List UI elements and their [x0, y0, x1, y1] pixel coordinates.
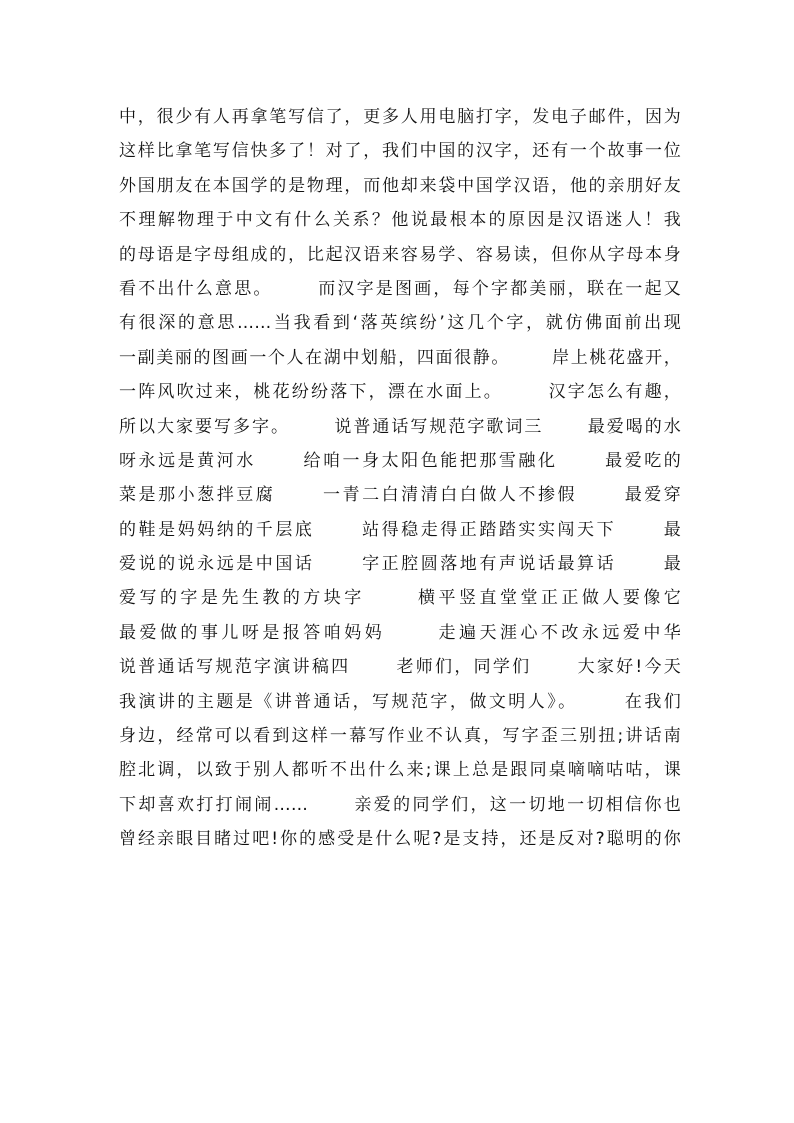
- text-line: 爱写的字是先生教的方块字 横平竖直堂堂正正做人要像它: [119, 588, 681, 609]
- text-line: 所以大家要写多字。 说普通话写规范字歌词三 最爱喝的水: [119, 416, 681, 437]
- text-line: 看不出什么意思。 而汉字是图画，每个字都美丽，联在一起又: [119, 278, 681, 299]
- text-line: 我演讲的主题是《讲普通话，写规范字，做文明人》。 在我们: [119, 691, 681, 712]
- text-line: 的鞋是妈妈纳的千层底 站得稳走得正踏踏实实闯天下 最: [119, 519, 681, 540]
- body-text: [119, 100, 681, 857]
- text-line: 说普通话写规范字演讲稿四 老师们，同学们 大家好!今天: [119, 657, 681, 678]
- text-line: 最爱做的事儿呀是报答咱妈妈 走遍天涯心不改永远爱中华: [119, 622, 681, 643]
- text-line: 曾经亲眼目睹过吧!你的感受是什么呢?是支持，还是反对?聪明的你: [119, 829, 681, 850]
- text-line: 外国朋友在本国学的是物理，而他却来袋中国学汉语，他的亲朋好友: [119, 175, 681, 196]
- text-line: 一副美丽的图画一个人在湖中划船，四面很静。 岸上桃花盛开，: [119, 347, 681, 368]
- text-line: 有很深的意思……当我看到‘落英缤纷’这几个字，就仿佛面前出现: [119, 313, 681, 334]
- text-line: 不理解物理于中文有什么关系？他说最根本的原因是汉语迷人！我: [119, 210, 681, 231]
- text-line: 的母语是字母组成的，比起汉语来容易学、容易读，但你从字母本身: [119, 244, 681, 265]
- text-line: 一阵风吹过来，桃花纷纷落下，漂在水面上。 汉字怎么有趣，: [119, 382, 681, 403]
- text-line: 爱说的说永远是中国话 字正腔圆落地有声说话最算话 最: [119, 554, 681, 575]
- text-line: 腔北调，以致于别人都听不出什么来;课上总是跟同桌嘀嘀咕咕，课: [119, 760, 681, 781]
- text-line: 中，很少有人再拿笔写信了，更多人用电脑打字，发电子邮件，因为: [119, 107, 681, 127]
- text-line: 下却喜欢打打闹闹…… 亲爱的同学们，这一切地一切相信你也: [119, 794, 681, 815]
- text-line: 菜是那小葱拌豆腐 一青二白清清白白做人不掺假 最爱穿: [119, 485, 681, 506]
- text-line: 这样比拿笔写信快多了！对了，我们中国的汉字，还有一个故事一位: [119, 141, 681, 162]
- text-line: 身边，经常可以看到这样一幕写作业不认真，写字歪三别扭;讲话南: [119, 726, 681, 747]
- text-line: 呀永远是黄河水 给咱一身太阳色能把那雪融化 最爱吃的: [119, 450, 681, 471]
